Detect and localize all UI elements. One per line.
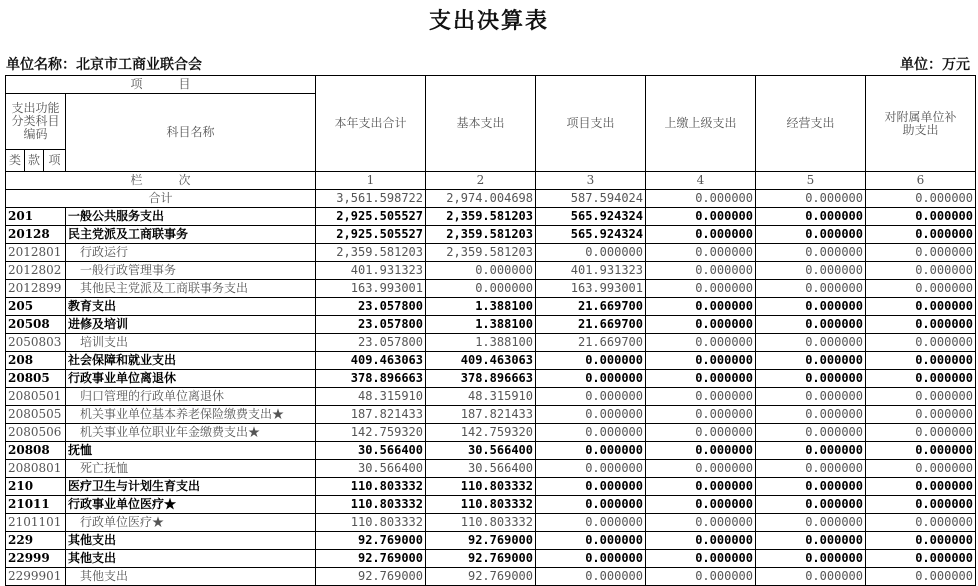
- row-value: 0.000000: [646, 514, 756, 532]
- total-value: 587.594024: [536, 190, 646, 208]
- row-value: 0.000000: [536, 568, 646, 586]
- row-value: 0.000000: [866, 208, 976, 226]
- row-value: 401.931323: [316, 262, 426, 280]
- row-value: 48.315910: [426, 388, 536, 406]
- row-name: 行政事业单位离退休: [66, 370, 316, 388]
- row-value: 0.000000: [646, 208, 756, 226]
- row-value: 0.000000: [866, 280, 976, 298]
- row-value: 0.000000: [866, 550, 976, 568]
- total-value: 0.000000: [756, 190, 866, 208]
- row-value: 92.769000: [426, 532, 536, 550]
- row-value: 0.000000: [756, 406, 866, 424]
- xiang-header: 项: [44, 150, 66, 172]
- row-value: 0.000000: [866, 298, 976, 316]
- row-value: 92.769000: [316, 568, 426, 586]
- row-value: 0.000000: [756, 226, 866, 244]
- row-value: 0.000000: [646, 352, 756, 370]
- row-value: 0.000000: [756, 460, 866, 478]
- row-code: 20508: [6, 316, 66, 334]
- table-row: [6, 226, 976, 244]
- row-value: 92.769000: [426, 550, 536, 568]
- table-row: [6, 514, 976, 532]
- table-row: [6, 262, 976, 280]
- table-row: [6, 424, 976, 442]
- row-value: 0.000000: [646, 262, 756, 280]
- row-value: 0.000000: [756, 262, 866, 280]
- row-value: 0.000000: [866, 334, 976, 352]
- col-header-operating: 经营支出: [756, 76, 866, 172]
- row-value: 0.000000: [866, 352, 976, 370]
- col-number: 3: [536, 172, 646, 190]
- row-value: 0.000000: [646, 280, 756, 298]
- row-value: 163.993001: [316, 280, 426, 298]
- row-value: 0.000000: [866, 514, 976, 532]
- row-value: 110.803332: [316, 496, 426, 514]
- row-code: 22999: [6, 550, 66, 568]
- row-name: 培训支出: [66, 334, 316, 352]
- total-value: 3,561.598722: [316, 190, 426, 208]
- kuan-header: 款: [25, 150, 44, 172]
- row-code: 210: [6, 478, 66, 496]
- total-row-label: 合计: [6, 190, 316, 208]
- row-value: 2,359.581203: [426, 208, 536, 226]
- row-value: 0.000000: [536, 550, 646, 568]
- row-value: 0.000000: [866, 370, 976, 388]
- table-row: [6, 568, 976, 586]
- row-value: 2,925.505527: [316, 208, 426, 226]
- row-value: 2,359.581203: [316, 244, 426, 262]
- row-value: 0.000000: [756, 478, 866, 496]
- row-value: 23.057800: [316, 316, 426, 334]
- item-header: 项 目: [6, 76, 316, 94]
- col-number: 5: [756, 172, 866, 190]
- row-value: 0.000000: [536, 478, 646, 496]
- row-value: 565.924324: [536, 208, 646, 226]
- row-value: 0.000000: [536, 532, 646, 550]
- row-value: 30.566400: [426, 460, 536, 478]
- row-name: 医疗卫生与计划生育支出: [66, 478, 316, 496]
- row-value: 110.803332: [316, 514, 426, 532]
- row-value: 0.000000: [536, 352, 646, 370]
- row-name: 其他支出: [66, 550, 316, 568]
- row-name: 归口管理的行政单位离退休: [66, 388, 316, 406]
- row-code: 2101101: [6, 514, 66, 532]
- row-value: 0.000000: [756, 532, 866, 550]
- row-value: 0.000000: [646, 496, 756, 514]
- col-number: 6: [866, 172, 976, 190]
- row-value: 378.896663: [426, 370, 536, 388]
- row-value: 92.769000: [316, 532, 426, 550]
- row-value: 0.000000: [536, 370, 646, 388]
- row-value: 0.000000: [756, 496, 866, 514]
- total-value: 0.000000: [866, 190, 976, 208]
- row-name: 其他民主党派及工商联事务支出: [66, 280, 316, 298]
- row-name: 教育支出: [66, 298, 316, 316]
- row-code: 2080501: [6, 388, 66, 406]
- row-value: 0.000000: [646, 478, 756, 496]
- subject-name-header: 科目名称: [66, 94, 316, 172]
- col-header-basic: 基本支出: [426, 76, 536, 172]
- row-value: 0.000000: [756, 424, 866, 442]
- row-value: 0.000000: [866, 316, 976, 334]
- row-value: 0.000000: [866, 424, 976, 442]
- row-value: 0.000000: [756, 370, 866, 388]
- row-name: 行政单位医疗★: [66, 514, 316, 532]
- table-row: [6, 352, 976, 370]
- row-value: 2,359.581203: [426, 244, 536, 262]
- row-value: 0.000000: [866, 568, 976, 586]
- row-name: 抚恤: [66, 442, 316, 460]
- row-value: 0.000000: [426, 280, 536, 298]
- row-value: 0.000000: [866, 388, 976, 406]
- row-value: 401.931323: [536, 262, 646, 280]
- row-value: 0.000000: [536, 514, 646, 532]
- row-value: 0.000000: [536, 406, 646, 424]
- row-value: 0.000000: [646, 226, 756, 244]
- row-value: 378.896663: [316, 370, 426, 388]
- row-value: 0.000000: [756, 442, 866, 460]
- row-name: 社会保障和就业支出: [66, 352, 316, 370]
- row-code: 2012802: [6, 262, 66, 280]
- expenditure-table: [5, 75, 976, 586]
- row-value: 0.000000: [866, 532, 976, 550]
- row-name: 死亡抚恤: [66, 460, 316, 478]
- table-row: [6, 388, 976, 406]
- row-value: 0.000000: [646, 316, 756, 334]
- row-code: 2012801: [6, 244, 66, 262]
- col-header-project: 项目支出: [536, 76, 646, 172]
- row-value: 409.463063: [316, 352, 426, 370]
- row-value: 0.000000: [646, 460, 756, 478]
- row-value: 110.803332: [316, 478, 426, 496]
- total-value: 2,974.004698: [426, 190, 536, 208]
- row-value: 0.000000: [646, 532, 756, 550]
- row-value: 0.000000: [536, 460, 646, 478]
- table-row: [6, 478, 976, 496]
- row-value: 21.669700: [536, 298, 646, 316]
- row-value: 0.000000: [536, 424, 646, 442]
- row-name: 其他支出: [66, 532, 316, 550]
- row-value: 92.769000: [426, 568, 536, 586]
- table-row: [6, 460, 976, 478]
- row-value: 0.000000: [866, 478, 976, 496]
- row-value: 0.000000: [866, 496, 976, 514]
- table-row: [6, 280, 976, 298]
- row-value: 1.388100: [426, 298, 536, 316]
- row-code: 2080505: [6, 406, 66, 424]
- row-value: 0.000000: [756, 388, 866, 406]
- table-row: [6, 550, 976, 568]
- row-code: 2080801: [6, 460, 66, 478]
- row-value: 0.000000: [646, 442, 756, 460]
- row-value: 0.000000: [646, 370, 756, 388]
- table-row: [6, 334, 976, 352]
- row-code: 20808: [6, 442, 66, 460]
- table-row: [6, 442, 976, 460]
- row-value: 23.057800: [316, 298, 426, 316]
- row-value: 0.000000: [536, 442, 646, 460]
- table-row: [6, 244, 976, 262]
- row-value: 0.000000: [866, 244, 976, 262]
- col-header-total: 本年支出合计: [316, 76, 426, 172]
- row-value: 23.057800: [316, 334, 426, 352]
- row-value: 1.388100: [426, 334, 536, 352]
- table-row: [6, 370, 976, 388]
- row-value: 0.000000: [756, 208, 866, 226]
- unit-label: 单位：万元: [900, 57, 970, 73]
- row-value: 0.000000: [756, 244, 866, 262]
- table-row: [6, 208, 976, 226]
- row-value: 2,359.581203: [426, 226, 536, 244]
- row-value: 0.000000: [646, 424, 756, 442]
- table-body: [6, 208, 976, 586]
- row-value: 110.803332: [426, 478, 536, 496]
- row-value: 0.000000: [756, 334, 866, 352]
- row-name: 机关事业单位基本养老保险缴费支出★: [66, 406, 316, 424]
- table-row: [6, 532, 976, 550]
- row-value: 0.000000: [756, 352, 866, 370]
- row-name: 行政事业单位医疗★: [66, 496, 316, 514]
- col-header-subsidy: 对附属单位补助支出: [866, 76, 976, 172]
- table-row: [6, 496, 976, 514]
- row-value: 142.759320: [426, 424, 536, 442]
- row-value: 0.000000: [866, 406, 976, 424]
- row-name: 行政运行: [66, 244, 316, 262]
- row-value: 0.000000: [426, 262, 536, 280]
- row-value: 30.566400: [316, 460, 426, 478]
- row-code: 2012899: [6, 280, 66, 298]
- row-name: 一般公共服务支出: [66, 208, 316, 226]
- row-value: 0.000000: [866, 460, 976, 478]
- total-value: 0.000000: [646, 190, 756, 208]
- row-value: 0.000000: [756, 298, 866, 316]
- row-value: 0.000000: [646, 244, 756, 262]
- row-value: 21.669700: [536, 334, 646, 352]
- row-value: 0.000000: [536, 496, 646, 514]
- row-value: 0.000000: [756, 280, 866, 298]
- unit-name: 单位名称：北京市工商业联合会: [6, 57, 202, 73]
- row-code: 2050803: [6, 334, 66, 352]
- row-value: 0.000000: [756, 550, 866, 568]
- row-value: 0.000000: [646, 388, 756, 406]
- row-code: 229: [6, 532, 66, 550]
- code-group-header: 支出功能分类科目编码: [6, 94, 66, 150]
- row-name: 机关事业单位职业年金缴费支出★: [66, 424, 316, 442]
- row-code: 21011: [6, 496, 66, 514]
- row-value: 0.000000: [866, 442, 976, 460]
- row-value: 30.566400: [426, 442, 536, 460]
- lei-header: 类: [6, 150, 25, 172]
- row-code: 20805: [6, 370, 66, 388]
- column-number-label: 栏 次: [6, 172, 316, 190]
- row-value: 0.000000: [646, 298, 756, 316]
- row-value: 0.000000: [866, 226, 976, 244]
- row-value: 110.803332: [426, 496, 536, 514]
- row-value: 0.000000: [646, 550, 756, 568]
- row-value: 0.000000: [646, 406, 756, 424]
- row-value: 0.000000: [536, 244, 646, 262]
- row-name: 进修及培训: [66, 316, 316, 334]
- table-row: [6, 298, 976, 316]
- row-value: 142.759320: [316, 424, 426, 442]
- row-value: 0.000000: [646, 568, 756, 586]
- page-title: 支出决算表: [428, 8, 549, 34]
- row-value: 187.821433: [426, 406, 536, 424]
- row-value: 409.463063: [426, 352, 536, 370]
- col-number: 1: [316, 172, 426, 190]
- col-header-upper: 上缴上级支出: [646, 76, 756, 172]
- row-value: 0.000000: [756, 568, 866, 586]
- row-name: 一般行政管理事务: [66, 262, 316, 280]
- row-value: 30.566400: [316, 442, 426, 460]
- row-code: 2299901: [6, 568, 66, 586]
- row-code: 2080506: [6, 424, 66, 442]
- row-value: 0.000000: [646, 334, 756, 352]
- row-value: 110.803332: [426, 514, 536, 532]
- row-value: 0.000000: [756, 514, 866, 532]
- row-value: 0.000000: [866, 262, 976, 280]
- row-code: 208: [6, 352, 66, 370]
- row-value: 21.669700: [536, 316, 646, 334]
- row-value: 163.993001: [536, 280, 646, 298]
- row-value: 48.315910: [316, 388, 426, 406]
- col-number: 2: [426, 172, 536, 190]
- row-value: 0.000000: [756, 316, 866, 334]
- row-value: 1.388100: [426, 316, 536, 334]
- row-value: 92.769000: [316, 550, 426, 568]
- row-value: 0.000000: [536, 388, 646, 406]
- row-value: 187.821433: [316, 406, 426, 424]
- table-row: [6, 316, 976, 334]
- row-code: 205: [6, 298, 66, 316]
- row-value: 565.924324: [536, 226, 646, 244]
- row-code: 20128: [6, 226, 66, 244]
- row-code: 201: [6, 208, 66, 226]
- row-name: 民主党派及工商联事务: [66, 226, 316, 244]
- col-number: 4: [646, 172, 756, 190]
- row-name: 其他支出: [66, 568, 316, 586]
- row-value: 2,925.505527: [316, 226, 426, 244]
- table-row: [6, 406, 976, 424]
